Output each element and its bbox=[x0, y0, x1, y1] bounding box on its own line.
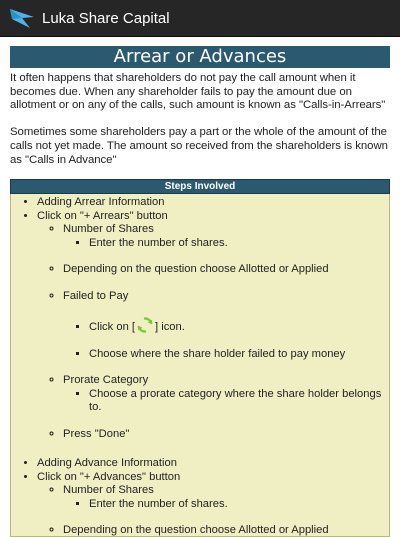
advances-description: Sometimes some shareholders pay a part or the whole of the amount of the calls not yet made. The amount so received from the shareholders is known as "Calls in Advance" bbox=[10, 126, 388, 166]
advance-title: Adding Advance Information bbox=[37, 457, 177, 470]
arrear-substeps bbox=[37, 223, 389, 441]
arrear-number-of-shares: Number of Shares bbox=[63, 223, 154, 236]
advance-click-step: Click on "+ Advances" button bbox=[37, 470, 181, 483]
list-item bbox=[63, 263, 389, 277]
app-title: Luka Share Capital bbox=[42, 9, 170, 27]
press-done: Press "Done" bbox=[63, 427, 130, 440]
shark-fin-logo-icon[interactable] bbox=[8, 5, 36, 31]
advance-number-of-shares: Number of Shares bbox=[63, 484, 154, 497]
choose-prorate: Choose a prorate category where the share holder belongs to. bbox=[89, 387, 382, 414]
advance-shares-detail bbox=[63, 498, 389, 512]
refresh-icon[interactable] bbox=[136, 316, 154, 334]
advance-substeps bbox=[37, 484, 389, 537]
choose-where-failed: Choose where the share holder failed to pay money bbox=[89, 347, 346, 360]
list-item bbox=[63, 484, 389, 511]
list-item bbox=[37, 196, 389, 210]
list-item bbox=[89, 237, 389, 251]
failed-to-pay-detail bbox=[63, 316, 389, 361]
prorate-category: Prorate Category bbox=[63, 374, 149, 387]
steps-header: Steps Involved bbox=[10, 179, 390, 194]
arrear-click-step: Click on "+ Arrears" button bbox=[37, 209, 168, 222]
arrear-shares-detail bbox=[63, 237, 389, 251]
prorate-detail bbox=[63, 388, 389, 415]
list-item bbox=[63, 428, 389, 442]
advance-depending: Depending on the question choose Allotted or Applied bbox=[63, 524, 329, 537]
advance-enter-shares: Enter the number of shares. bbox=[89, 497, 228, 510]
list-item bbox=[63, 290, 389, 362]
list-item bbox=[89, 316, 389, 335]
list-item bbox=[37, 210, 389, 442]
list-item bbox=[89, 388, 389, 415]
arrear-title: Adding Arrear Information bbox=[37, 196, 165, 209]
page-title: Arrear or Advances bbox=[10, 46, 390, 68]
list-item bbox=[63, 374, 389, 415]
list-item bbox=[89, 498, 389, 512]
app-bar bbox=[0, 0, 400, 37]
arrears-description: It often happens that shareholders do not pay the call amount when it becomes due. When any shareholder fails to pay the amount due on allotment or on any of the calls, such amount is known as "Calls-in-Arrears" bbox=[10, 72, 386, 112]
arrear-enter-shares: Enter the number of shares. bbox=[89, 236, 228, 249]
click-on-prefix: Click on [ bbox=[89, 321, 136, 334]
main-content bbox=[10, 46, 390, 537]
steps-list bbox=[11, 196, 389, 537]
steps-panel bbox=[10, 194, 390, 537]
arrear-depending: Depending on the question choose Allotted or Applied bbox=[63, 263, 329, 276]
list-item bbox=[63, 223, 389, 250]
list-item bbox=[89, 348, 389, 362]
list-item bbox=[37, 471, 389, 537]
click-on-suffix: ] icon. bbox=[155, 321, 185, 334]
list-item bbox=[37, 457, 389, 471]
arrear-failed-to-pay: Failed to Pay bbox=[63, 289, 129, 302]
list-item bbox=[63, 524, 389, 537]
